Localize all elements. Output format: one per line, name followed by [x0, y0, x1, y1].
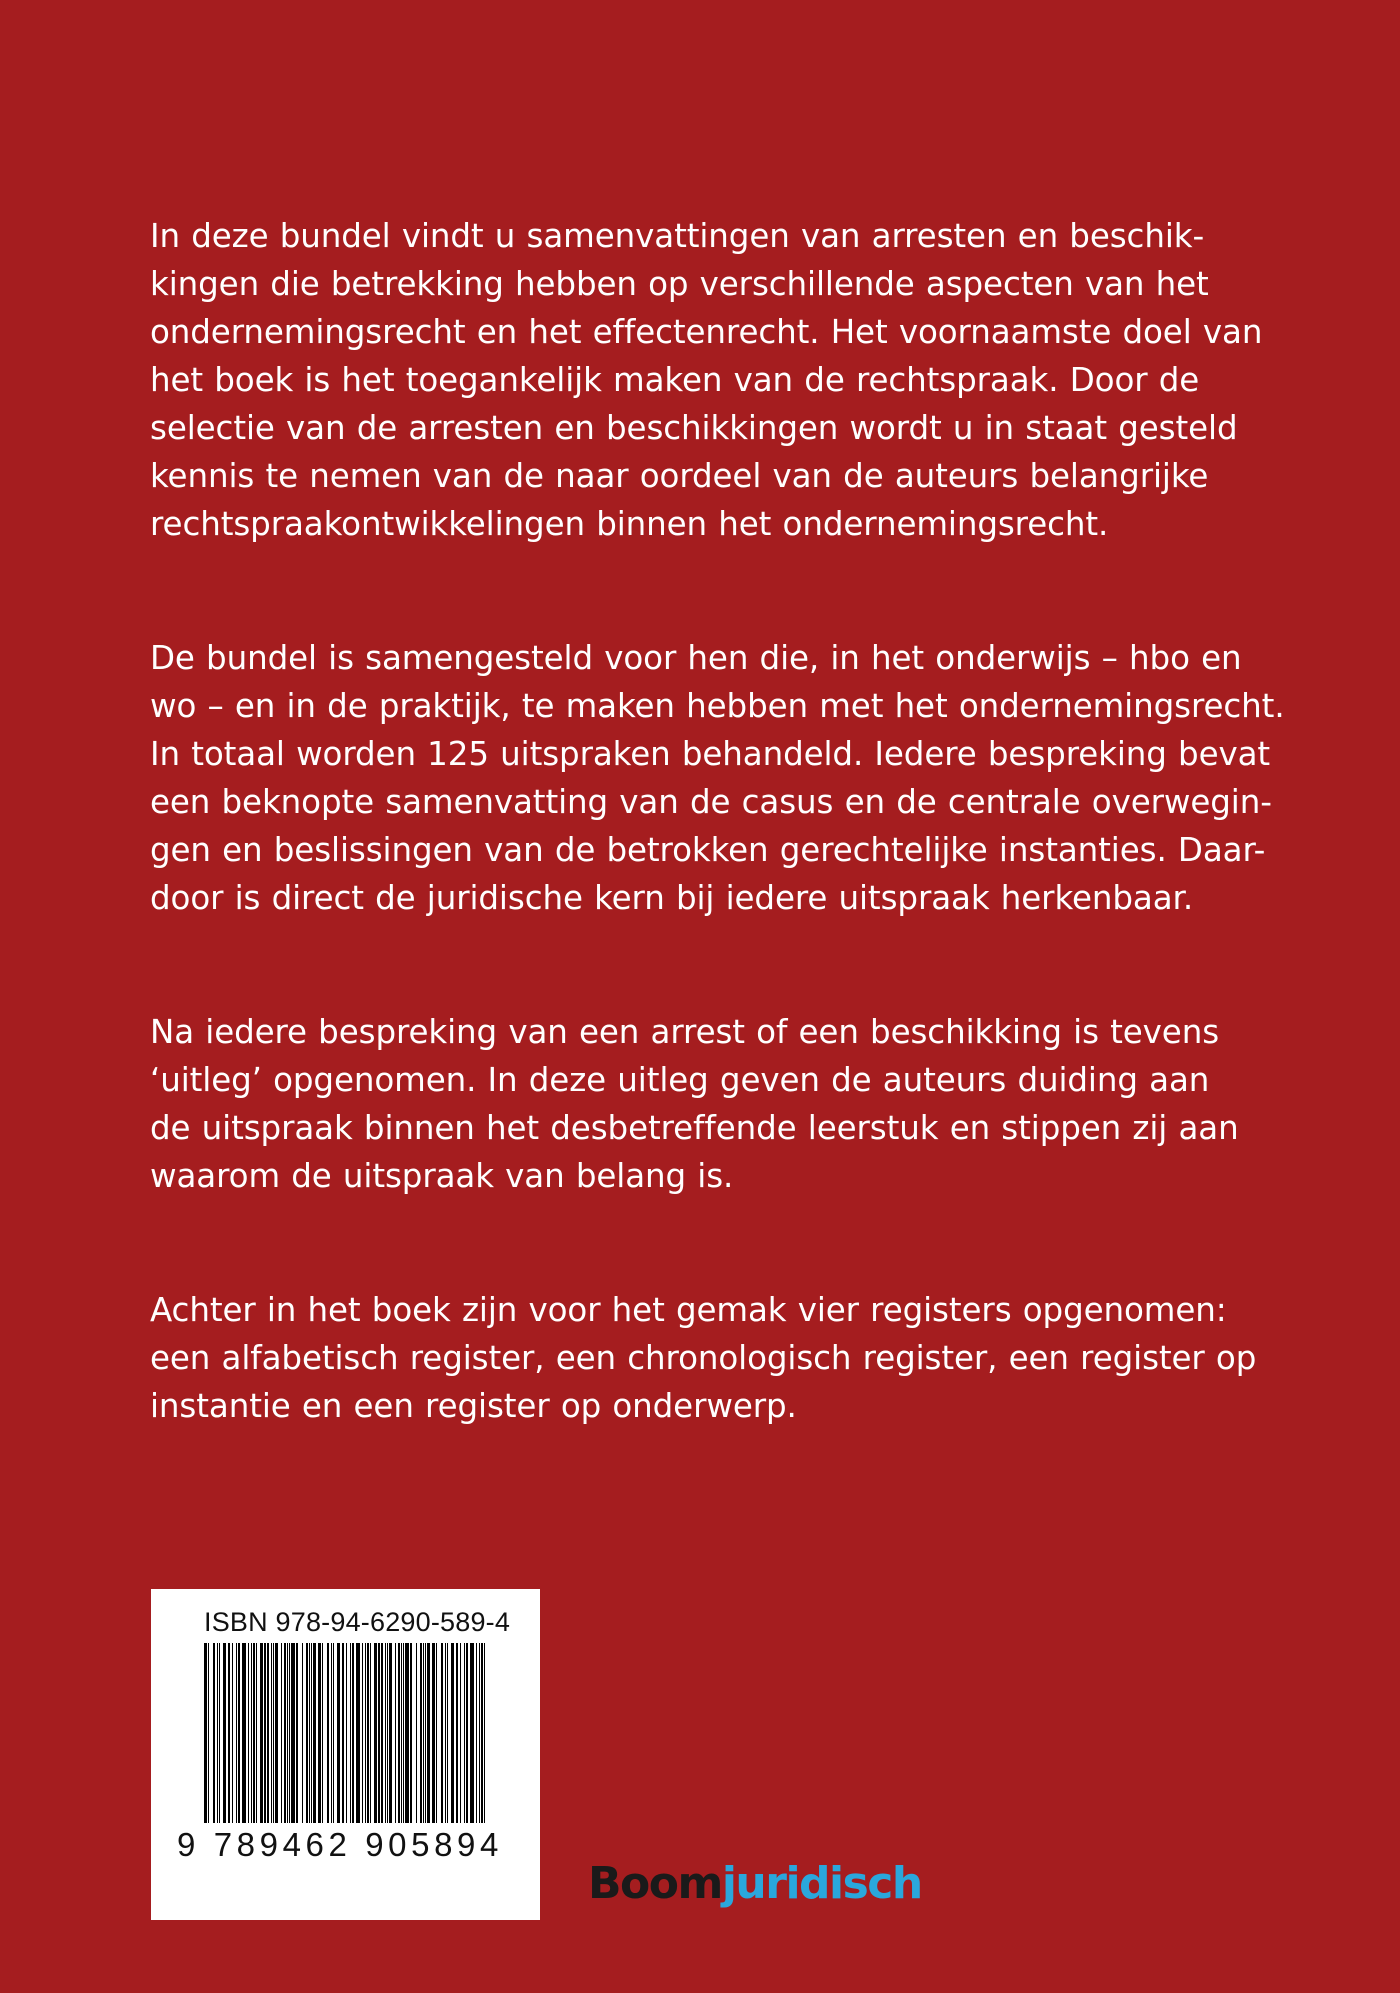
barcode-bar	[287, 1643, 288, 1823]
barcode-bar	[313, 1643, 316, 1823]
blurb-line: De bundel is samengesteld voor hen die, in het onderwijs – hbo en	[150, 639, 1242, 677]
barcode-bar	[352, 1643, 354, 1823]
blurb-line: Achter in het boek zijn voor het gemak vier registers opgenomen:	[150, 1291, 1227, 1329]
blurb-line: ondernemingsrecht en het effectenrecht. Het voornaamste doel van	[150, 313, 1263, 351]
barcode-bar	[476, 1643, 477, 1823]
blurb-line: selectie van de arresten en beschikkingen wordt u in staat gesteld	[150, 409, 1238, 447]
barcode-bar	[232, 1643, 233, 1823]
blurb-line: gen en beslissingen van de betrokken gerechtelijke instanties. Daar-	[150, 831, 1266, 869]
barcode-bar	[213, 1643, 215, 1823]
barcode-bar	[470, 1643, 474, 1823]
isbn-label: ISBN 978-94-6290-589-4	[204, 1607, 511, 1637]
barcode-bar	[479, 1643, 480, 1823]
barcode-bar	[337, 1643, 340, 1823]
barcode-bar	[441, 1643, 443, 1823]
barcode-bar	[445, 1643, 446, 1823]
barcode-bar	[423, 1643, 424, 1823]
barcode-bar	[281, 1643, 282, 1823]
barcode-bar	[365, 1643, 366, 1823]
barcode-bar	[451, 1643, 454, 1823]
barcode-bar	[460, 1643, 461, 1823]
barcode-bar	[208, 1643, 209, 1823]
blurb-line: de uitspraak binnen het desbetreffende leerstuk en stippen zij aan	[150, 1109, 1239, 1147]
blurb-line: Na iedere bespreking van een arrest of een beschikking is tevens	[150, 1013, 1220, 1051]
back-cover-blurb	[150, 212, 1285, 1516]
barcode-bar	[302, 1643, 303, 1823]
barcode-bar	[398, 1643, 400, 1823]
blurb-line: door is direct de juridische kern bij iedere uitspraak herkenbaar.	[150, 879, 1194, 917]
barcode-bar	[381, 1643, 383, 1823]
barcode-bar	[204, 1643, 207, 1823]
barcode-bar	[464, 1643, 465, 1823]
barcode-bar	[331, 1643, 332, 1823]
barcode-bar	[264, 1643, 266, 1823]
publisher-name-boom: Boom	[588, 1858, 722, 1909]
barcode-bar	[401, 1643, 402, 1823]
barcode-bar	[378, 1643, 380, 1823]
barcode-bar	[385, 1643, 386, 1823]
ean-digits: 9 789462 905894	[177, 1826, 503, 1863]
barcode-bar	[362, 1643, 363, 1823]
barcode-bar	[289, 1643, 290, 1823]
barcode-bar	[311, 1643, 312, 1823]
barcode-bar	[219, 1643, 220, 1823]
barcode-bar	[248, 1643, 249, 1823]
barcode-bar	[251, 1643, 252, 1823]
barcode-bar	[267, 1643, 269, 1823]
blurb-line: In deze bundel vindt u samenvattingen van arresten en beschik-	[150, 217, 1205, 255]
barcode-bar	[432, 1643, 435, 1823]
barcode-bar	[296, 1643, 298, 1823]
barcode-bar	[273, 1643, 274, 1823]
blurb-line: instantie en een register op onderwerp.	[150, 1387, 797, 1425]
blurb-line: wo – en in de praktijk, te maken hebben met het ondernemingsrecht.	[150, 687, 1285, 725]
barcode-bar	[291, 1643, 295, 1823]
barcode-bar	[389, 1643, 392, 1823]
barcode-bar	[425, 1643, 426, 1823]
blurb-line: een alfabetisch register, een chronologisch register, een register op	[150, 1339, 1257, 1377]
barcode-bar	[427, 1643, 430, 1823]
barcode-bar	[484, 1643, 485, 1823]
barcode-bar	[275, 1643, 278, 1823]
barcode-bar	[256, 1643, 257, 1823]
blurb-line: kennis te nemen van de naar oordeel van de auteurs belangrijke	[150, 457, 1209, 495]
barcode-bar	[410, 1643, 412, 1823]
barcode-bar	[260, 1643, 263, 1823]
barcode-bar	[223, 1643, 226, 1823]
barcode-bar	[346, 1643, 347, 1823]
barcode-bar	[420, 1643, 422, 1823]
barcode-bar	[350, 1643, 351, 1823]
barcode-bar	[466, 1643, 468, 1823]
blurb-line: waarom de uitspraak van belang is.	[150, 1157, 734, 1195]
blurb-line: rechtspraakontwikkelingen binnen het ondernemingsrecht.	[150, 505, 1109, 543]
blurb-line: een beknopte samenvatting van de casus en de centrale overwegin-	[150, 783, 1272, 821]
barcode-bar	[322, 1643, 323, 1823]
barcode-bar	[284, 1643, 286, 1823]
blurb-line: In totaal worden 125 uitspraken behandeld. Iedere bespreking bevat	[150, 735, 1271, 773]
barcode-bar	[416, 1643, 417, 1823]
blurb-paragraph-4	[150, 1286, 1257, 1430]
barcode-bar	[405, 1643, 409, 1823]
barcode-bar	[306, 1643, 308, 1823]
barcode-bar	[217, 1643, 218, 1823]
barcode-bar	[456, 1643, 458, 1823]
barcode-bar	[356, 1643, 360, 1823]
barcode-bar	[387, 1643, 388, 1823]
barcode-bar	[370, 1643, 371, 1823]
barcode-bar	[309, 1643, 310, 1823]
publisher-name-juridisch: juridisch	[721, 1858, 922, 1909]
barcode-icon	[204, 1643, 487, 1823]
blurb-paragraph-2	[150, 634, 1285, 922]
barcode-bar	[481, 1643, 483, 1823]
barcode-bar	[236, 1643, 237, 1823]
blurb-paragraph-1	[150, 212, 1263, 548]
blurb-line: kingen die betrekking hebben op verschillende aspecten van het	[150, 265, 1209, 303]
barcode-bar	[403, 1643, 404, 1823]
barcode-bar	[228, 1643, 230, 1823]
barcode-bar	[367, 1643, 369, 1823]
barcode-bar	[342, 1643, 344, 1823]
barcode-bar	[333, 1643, 334, 1823]
blurb-paragraph-3	[150, 1008, 1250, 1200]
barcode-bar	[374, 1643, 377, 1823]
barcode-bar	[253, 1643, 255, 1823]
publisher-logo	[588, 1858, 922, 1909]
barcode-bar	[327, 1643, 329, 1823]
barcode-bar	[238, 1643, 240, 1823]
barcode-bar	[318, 1643, 321, 1823]
barcode-bar	[242, 1643, 246, 1823]
barcode-bar	[436, 1643, 437, 1823]
barcode-bar	[395, 1643, 396, 1823]
blurb-line: ‘uitleg’ opgenomen. In deze uitleg geven de auteurs duiding aan	[150, 1061, 1210, 1099]
barcode-bar	[447, 1643, 448, 1823]
isbn-barcode-panel	[151, 1589, 540, 1920]
barcode-bar	[271, 1643, 272, 1823]
blurb-line: het boek is het toegankelijk maken van de rechtspraak. Door de	[150, 361, 1200, 399]
